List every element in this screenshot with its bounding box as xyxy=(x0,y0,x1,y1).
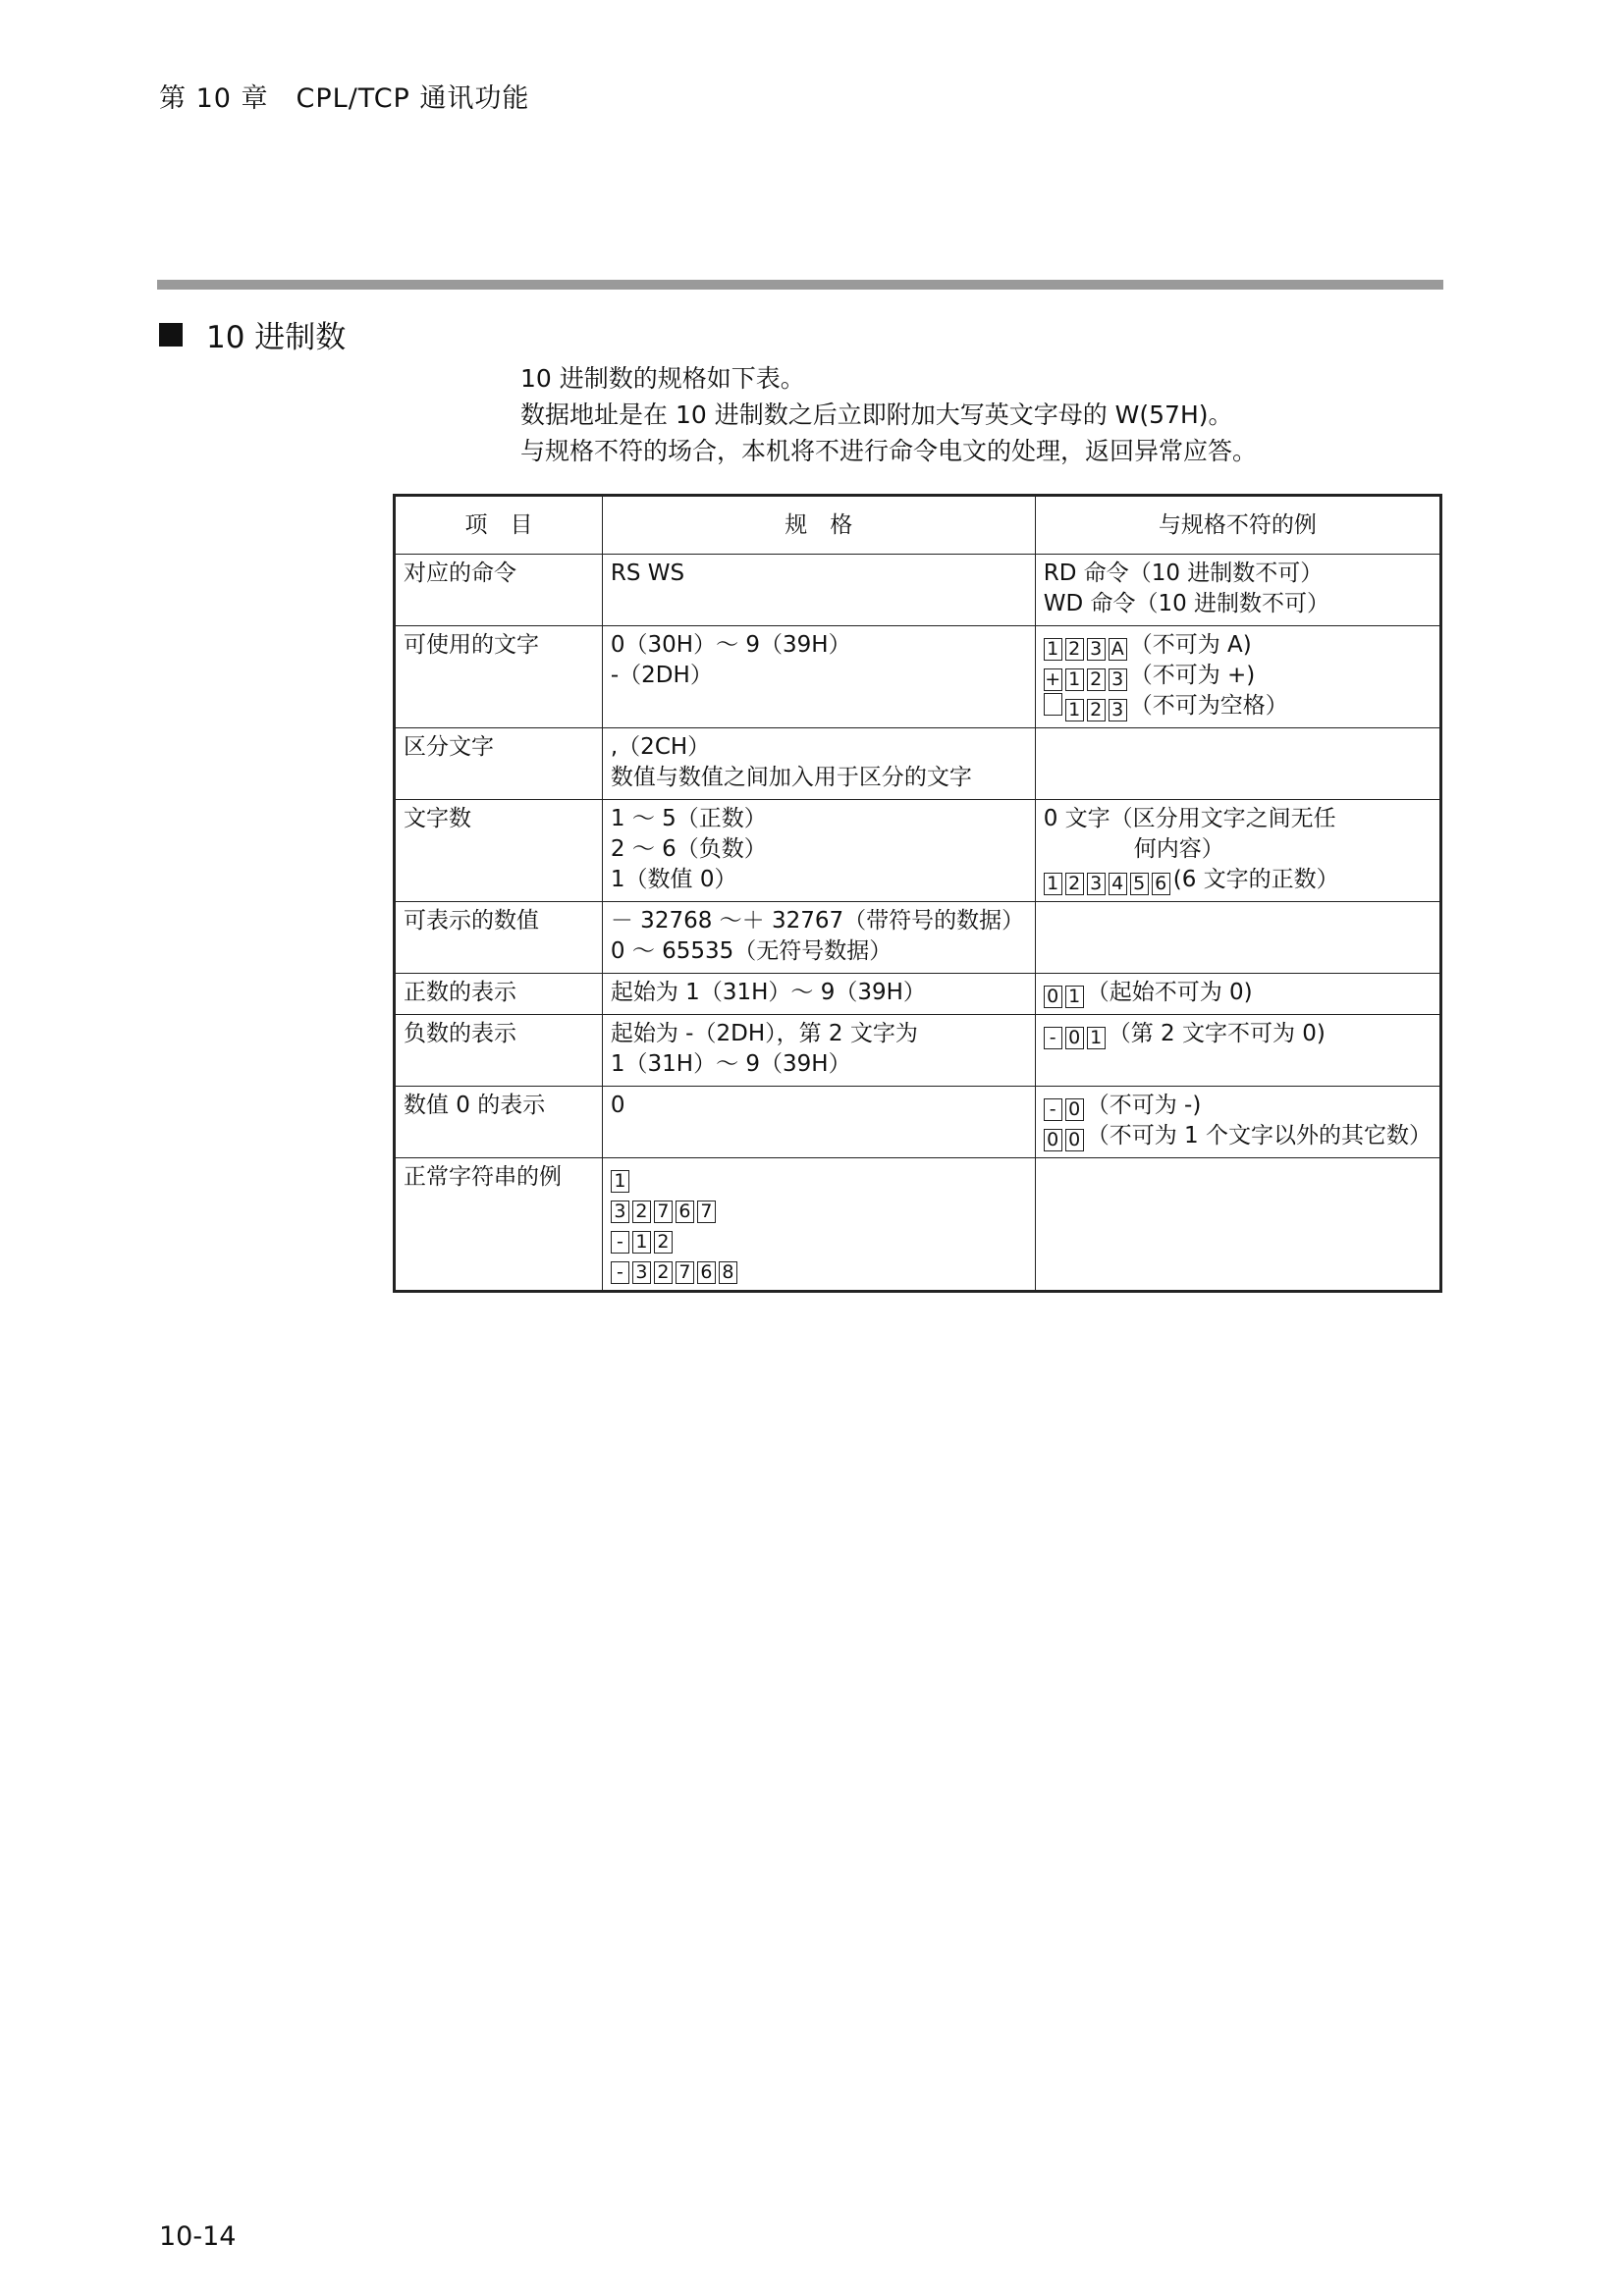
char-box: 1 xyxy=(1044,873,1062,895)
char-box: 1 xyxy=(632,1231,651,1254)
spec-line: 1 ～ 5（正数） xyxy=(610,806,767,831)
spec-line: RS WS xyxy=(610,561,685,586)
table-row xyxy=(395,555,1441,626)
cell-item: 可表示的数值 xyxy=(395,902,603,974)
bad-example-text: （起始不可为 0) xyxy=(1086,980,1253,1005)
cell-item: 数值 0 的表示 xyxy=(395,1087,603,1158)
bad-example-text: （不可为 -) xyxy=(1086,1093,1202,1118)
char-box: 3 xyxy=(632,1261,651,1284)
cell-bad-example xyxy=(1035,555,1440,626)
char-box: 7 xyxy=(654,1201,673,1223)
decimal-spec-table xyxy=(393,494,1442,1293)
intro-text xyxy=(520,360,1257,469)
bad-example-text: RD 命令（10 进制数不可） xyxy=(1043,561,1324,586)
cell-item: 负数的表示 xyxy=(395,1015,603,1087)
bad-example-text: （不可为 +) xyxy=(1129,663,1256,688)
cell-bad-example xyxy=(1035,1087,1440,1158)
spec-line: 1（数值 0） xyxy=(610,867,737,892)
cell-bad-example xyxy=(1035,800,1440,902)
spec-line: － 32768 ～＋ 32767（带符号的数据） xyxy=(610,908,1025,934)
spec-line: -（2DH） xyxy=(610,663,713,688)
cell-bad-example xyxy=(1035,1158,1440,1292)
bad-example-line xyxy=(1044,589,1432,619)
bad-example-text: 何内容） xyxy=(1133,836,1224,862)
char-box: 0 xyxy=(1044,986,1062,1008)
char-box: 2 xyxy=(1065,873,1084,895)
spec-line: 1（31H）～ 9（39H） xyxy=(610,1051,851,1077)
cell-item: 文字数 xyxy=(395,800,603,902)
cell-item: 对应的命令 xyxy=(395,555,603,626)
spec-box-line xyxy=(611,1254,1027,1284)
char-box: - xyxy=(611,1231,629,1254)
intro-line: 与规格不符的场合，本机将不进行命令电文的处理，返回异常应答。 xyxy=(520,437,1258,465)
char-box: 2 xyxy=(654,1231,673,1254)
bad-example-text: （第 2 文字不可为 0) xyxy=(1108,1021,1326,1046)
cell-item: 正常字符串的例 xyxy=(395,1158,603,1292)
bad-example-line xyxy=(1044,865,1432,895)
bad-example-line xyxy=(1044,661,1432,691)
spec-line: 起始为 -（2DH），第 2 文字为 xyxy=(610,1021,918,1046)
cell-spec xyxy=(602,728,1035,800)
bad-example-text: WD 命令（10 进制数不可） xyxy=(1043,591,1330,616)
page-number: 10-14 xyxy=(159,2221,237,2252)
intro-line: 10 进制数的规格如下表。 xyxy=(520,364,805,393)
char-box: 2 xyxy=(1065,638,1084,661)
char-box: - xyxy=(611,1261,629,1284)
bad-example-text: （不可为空格） xyxy=(1129,693,1288,719)
char-box: 5 xyxy=(1130,873,1149,895)
char-box: 0 xyxy=(1065,1027,1084,1049)
spec-line: ,（2CH） xyxy=(610,734,711,760)
table-body xyxy=(395,555,1441,1292)
char-box: - xyxy=(1044,1098,1062,1121)
spec-box-line xyxy=(611,1162,1027,1193)
table-header-row xyxy=(395,496,1441,555)
chapter-header: 第 10 章 CPL/TCP 通讯功能 xyxy=(159,83,530,114)
cell-bad-example xyxy=(1035,626,1440,728)
bad-example-line xyxy=(1044,1019,1432,1049)
char-box xyxy=(1044,693,1062,716)
cell-spec xyxy=(602,1015,1035,1087)
cell-spec xyxy=(602,974,1035,1015)
char-box: 3 xyxy=(1109,699,1127,721)
char-box: 1 xyxy=(1087,1027,1106,1049)
spec-line: 0 xyxy=(610,1093,625,1118)
bad-example-line xyxy=(1044,804,1432,834)
cell-spec xyxy=(602,626,1035,728)
bad-example-line xyxy=(1044,1121,1432,1151)
spec-line: 2 ～ 6（负数） xyxy=(610,836,767,862)
char-box: 0 xyxy=(1044,1129,1062,1151)
spec-line: 数值与数值之间加入用于区分的文字 xyxy=(610,765,972,790)
cell-bad-example xyxy=(1035,1015,1440,1087)
char-box: 8 xyxy=(719,1261,737,1284)
section-heading xyxy=(159,312,346,356)
table-row xyxy=(395,800,1441,902)
spec-line: 起始为 1（31H）～ 9（39H） xyxy=(610,980,926,1005)
bad-example-text: (6 文字的正数） xyxy=(1172,867,1339,892)
char-box: 1 xyxy=(1065,986,1084,1008)
char-box: 2 xyxy=(1087,668,1106,691)
spec-line: 0（30H）～ 9（39H） xyxy=(610,632,851,658)
table-row xyxy=(395,1158,1441,1292)
char-box: 0 xyxy=(1065,1129,1084,1151)
cell-spec xyxy=(602,555,1035,626)
char-box: 3 xyxy=(1087,638,1106,661)
cell-bad-example xyxy=(1035,974,1440,1015)
cell-item: 可使用的文字 xyxy=(395,626,603,728)
char-box: 6 xyxy=(676,1201,694,1223)
intro-line: 数据地址是在 10 进制数之后立即附加大写英文字母的 W(57H)。 xyxy=(520,400,1233,429)
square-bullet-icon xyxy=(159,323,183,347)
char-box: 1 xyxy=(1065,668,1084,691)
table-row xyxy=(395,974,1441,1015)
spec-box-line xyxy=(611,1193,1027,1223)
char-box: 2 xyxy=(654,1261,673,1284)
section-divider xyxy=(157,280,1443,290)
cell-spec xyxy=(602,902,1035,974)
cell-item: 区分文字 xyxy=(395,728,603,800)
char-box: 2 xyxy=(1087,699,1106,721)
char-box: 0 xyxy=(1065,1098,1084,1121)
char-box: 3 xyxy=(611,1201,629,1223)
char-box: 3 xyxy=(1087,873,1106,895)
char-box: A xyxy=(1109,638,1127,661)
bad-example-text: （不可为 1 个文字以外的其它数） xyxy=(1086,1123,1432,1148)
section-title: 10 进制数 xyxy=(206,320,347,355)
table-row xyxy=(395,1015,1441,1087)
cell-spec xyxy=(602,1087,1035,1158)
bad-example-text: 0 文字（区分用文字之间无任 xyxy=(1043,806,1336,831)
char-box: 1 xyxy=(1044,638,1062,661)
char-box: 1 xyxy=(611,1170,629,1193)
char-box: 7 xyxy=(676,1261,694,1284)
bad-example-text: （不可为 A) xyxy=(1129,632,1252,658)
char-box: 3 xyxy=(1109,668,1127,691)
char-box: 2 xyxy=(632,1201,651,1223)
header-spec: 规 格 xyxy=(602,496,1035,555)
cell-item: 正数的表示 xyxy=(395,974,603,1015)
table-row xyxy=(395,1087,1441,1158)
bad-example-line xyxy=(1044,630,1432,661)
table-row xyxy=(395,902,1441,974)
header-item: 项 目 xyxy=(395,496,603,555)
bad-example-line xyxy=(1044,1091,1432,1121)
spec-line: 0 ～ 65535（无符号数据） xyxy=(610,938,893,964)
bad-example-line xyxy=(1044,978,1432,1008)
char-box: 6 xyxy=(697,1261,716,1284)
char-box: 4 xyxy=(1109,873,1127,895)
char-box: - xyxy=(1044,1027,1062,1049)
table-row xyxy=(395,728,1441,800)
char-box: 7 xyxy=(697,1201,716,1223)
spec-box-line xyxy=(611,1223,1027,1254)
bad-example-line xyxy=(1044,691,1432,721)
bad-example-line xyxy=(1044,559,1432,589)
cell-bad-example xyxy=(1035,728,1440,800)
cell-bad-example xyxy=(1035,902,1440,974)
char-box: 1 xyxy=(1065,699,1084,721)
header-bad-example: 与规格不符的例 xyxy=(1035,496,1440,555)
char-box: 6 xyxy=(1152,873,1170,895)
bad-example-line xyxy=(1044,834,1432,865)
table-row xyxy=(395,626,1441,728)
char-box: + xyxy=(1045,668,1061,690)
cell-spec xyxy=(602,800,1035,902)
cell-spec xyxy=(602,1158,1035,1292)
